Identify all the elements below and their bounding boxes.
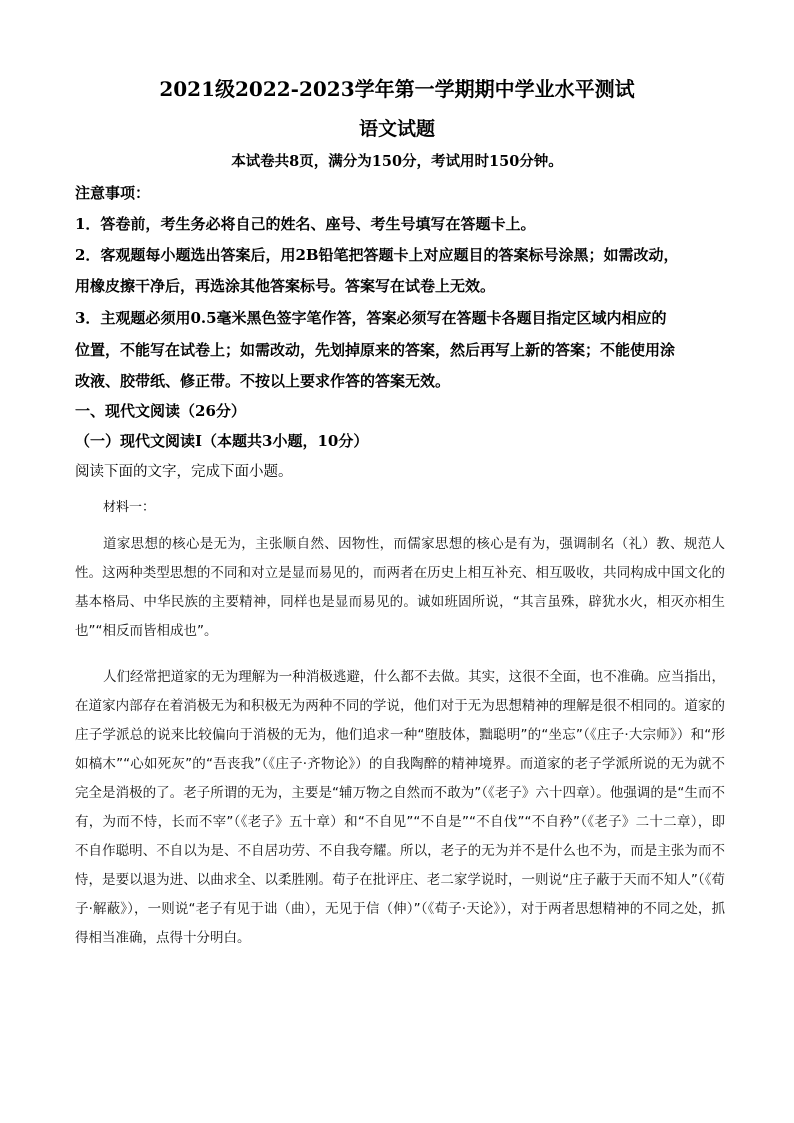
note-3-line-2: 位置，不能写在试卷上；如需改动，先划掉原来的答案，然后再写上新的答案；不能使用涂 — [75, 341, 676, 359]
note-3-line-3: 改液、胶带纸、修正带。不按以上要求作答的答案无效。 — [75, 372, 451, 390]
note-1: 1．答卷前，考生务必将自己的姓名、座号、考生号填写在答题卡上。 — [75, 215, 536, 233]
note-2-line-1: 2．客观题每小题选出答案后，用2B铅笔把答题卡上对应题目的答案标号涂黑；如需改动， — [75, 246, 679, 264]
material-paragraph-2: 人们经常把道家的无为理解为一种消极逃避，什么都不去做。其实，这很不全面，也不准确。应当指出，在道家内部存在着消极无为和积极无为两种不同的学说，他们对于无为思想精神的理解是很不相同的。道家的庄子学派总的说来比较偏向于消极的无为，他们追求一种“堕肢体，黜聪明”的“坐忘”（《庄子·大宗师》）和“形如槁木”“心如死灰”的“吾丧我”（《庄子·齐物论》）的自我陶醉的精神境界。而道家的老子学派所说的无为就不完全是消极的了。老子所谓的无为，主要是“辅万物之自然而不敢为”（《老子》六十四章）。他强调的是“生而不有，为而不恃，长而不宰”（《老子》五十章）和“不自见”“不自是”“不自伐”“不自矜”（《老子》二十二章），即不自作聪明、不自以为是、不自居功劳、不自我夸耀。所以，老子的无为并不是什么也不为，而是主张为而不恃，是要以退为进、以曲求全、以柔胜刚。荀子在批评庄、老二家学说时，一则说“庄子蔽于天而不知人”（《荀子·解蔽》），一则说“老子有见于诎（曲），无见于信（伸）”（《荀子·天论》），对于两者思想精神的不同之处，抓得相当准确，点得十分明白。 — [75, 669, 725, 946]
note-2-line-2: 用橡皮擦干净后，再选涂其他答案标号。答案写在试卷上无效。 — [75, 277, 496, 295]
note-3-line-1: 3．主观题必须用0.5毫米黑色签字笔作答，答案必须写在答题卡各题目指定区域内相应的 — [75, 309, 667, 327]
material-label: 材料一： — [103, 500, 156, 515]
subsection-heading: （一）现代文阅读Ⅰ（本题共3小题，10分） — [75, 432, 369, 450]
section-heading: 一、现代文阅读（26分） — [75, 402, 246, 420]
notes-heading: 注意事项： — [75, 184, 151, 202]
subject-title: 语文试题 — [358, 118, 435, 140]
exam-title: 2021级2022-2023学年第一学期期中学业水平测试 — [159, 77, 635, 101]
reading-instruction: 阅读下面的文字，完成下面小题。 — [75, 464, 293, 480]
material-paragraph-1: 道家思想的核心是无为，主张顺自然、因物性，而儒家思想的核心是有为，强调制名（礼）教、规范人性。这两种类型思想的不同和对立是显而易见的，而两者在历史上相互补充、相互吸收，共同构成中国文化的基本格局、中华民族的主要精神，同样也是显而易见的。诚如班固所说，“其言虽殊，辟犹水火，相灭亦相生也”“相反而皆相成也”。 — [75, 536, 725, 639]
exam-info: 本试卷共8页，满分为150分，考试用时150分钟。 — [231, 153, 563, 170]
